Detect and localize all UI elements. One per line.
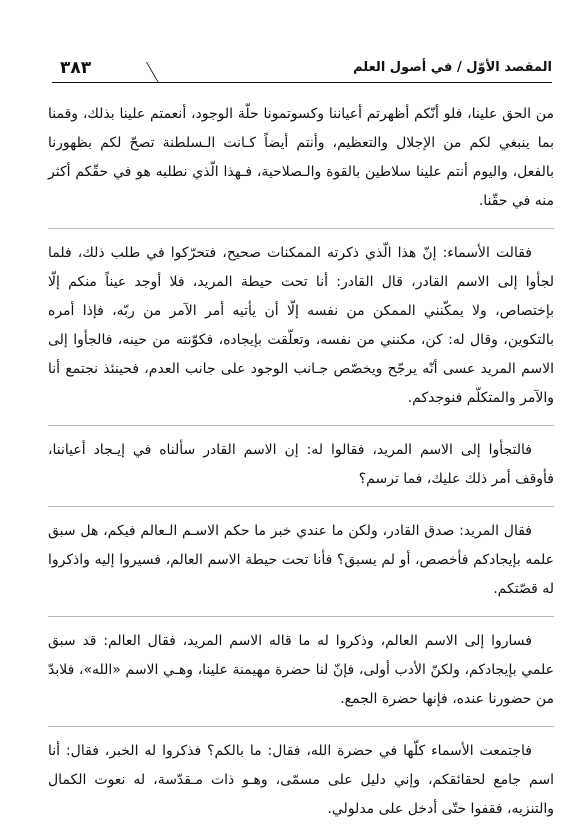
paragraph-6: فاجتمعت الأسماء كلّها في حضرة الله، فقال: ما بالكم؟ فذكروا له الخبر، فقال: أنا اسم جامع لحقائقكم، وإني دليل على مسمّى، وهـو ذات مـقدّسة، له نعوت الكمال والتنزيه، فقفوا حتّى أدخل على مدلولي. — [48, 743, 554, 817]
page-number: ٣٨٣ — [60, 58, 92, 78]
paragraph-divider — [48, 228, 554, 229]
header-notch-ornament — [106, 62, 159, 83]
paragraph-2: فقالت الأسماء: إنّ هذا الّذي ذكرته الممكنات صحيح، فتحرّكوا في طلب ذلك، فلما لجأوا إلى الاسم القادر، قال القادر: أنا تحت حيطة المريد، فلا أوجد عيناً منكم إلّا بإختصاص، ولا يمكّنني الممكن من نفسه إلّا أن يأتيه أمر الآمر من ربّه، فإذا أمره بالتكوين، وقال له: كن، مكنني من نفسه، وتعلّقت بإيجاده، فكوّنته من حينه، فالجأوا إلى الاسم المريد عسى أنّه يرجّح ويخصّص جـانب الوجود على جانب العدم، فحينئذ نجتمع أنا والآمر والمتكلّم فنوجدكم. — [48, 245, 554, 406]
paragraph-3: فالتجأوا إلى الاسم المريد، فقالوا له: إن الاسم القادر سألناه في إيـجاد أعياننا، فأوقف أمر ذلك عليك، فما ترسم؟ — [48, 442, 554, 487]
paragraph-4: فقال المريد: صدق القادر، ولكن ما عندي خبر ما حكم الاسـم الـعالم فيكم، هل سبق علمه بإيجادكم فأخصص، أو لم يسبق؟ فأنا تحت حيطة الاسم العالم، فسيروا إليه واذكروا له قصّتكم. — [48, 523, 554, 597]
paragraph-divider — [48, 506, 554, 507]
paragraph-divider — [48, 425, 554, 426]
paragraph-divider — [48, 616, 554, 617]
page-body — [48, 100, 554, 836]
header-rule — [52, 82, 552, 83]
page-header — [52, 56, 552, 90]
paragraph-5: فساروا إلى الاسم العالم، وذكروا له ما قاله الاسم المريد، فقال العالم: قد سبق علمي بإيجادكم، ولكنّ الأدب أولى، فإنّ لنا حضرة مهيمنة علينا، وهـي الاسم «الله»، فلابدّ من حضورنا عنده، فإنها حضرة الجمع. — [48, 633, 554, 707]
paragraph-1: من الحق علينا، فلو أنّكم أظهرتم أعياننا وكسوتمونا حلّة الوجود، أنعمتم علينا بذلك، وقمنا بما ينبغي لكم من الإجلال والتعظيم، وأنتم أيضاً كـانت الـسلطنة تصحّ لكم بظهورنا بالفعل، واليوم أنتم علينا سلاطين بالقوة والـصلاحية، فـهذا الّذي نطلبه هو في حقّكم أكثر منه في حقّنا. — [48, 106, 554, 209]
paragraph-divider — [48, 726, 554, 727]
running-title: المقصد الأوّل / في أصول العلم — [353, 60, 552, 75]
